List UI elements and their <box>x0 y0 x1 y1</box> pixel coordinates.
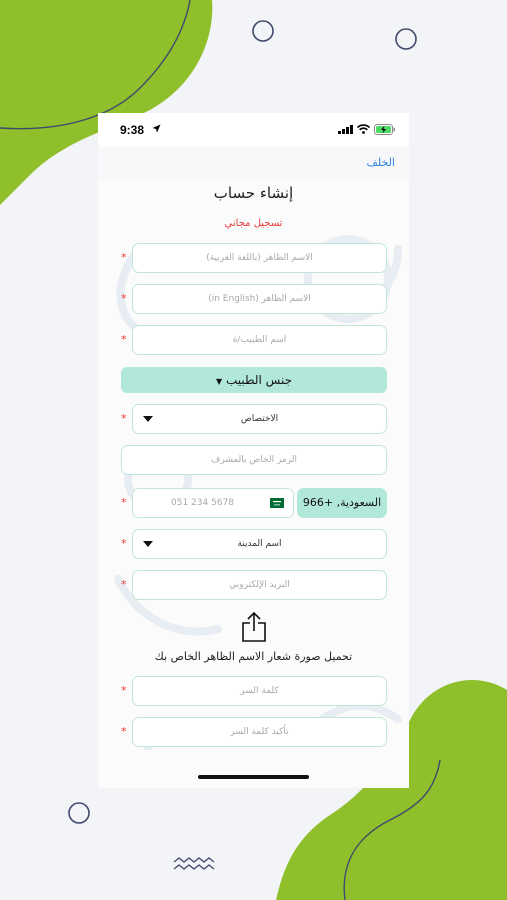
dropdown-caret-icon <box>143 541 153 547</box>
battery-charging-icon <box>374 124 396 135</box>
doctor-name-input[interactable]: اسم الطبيب/ة <box>132 325 387 355</box>
required-marker: * <box>121 251 127 264</box>
required-marker: * <box>121 292 127 305</box>
doctor-gender-button[interactable] <box>121 367 387 393</box>
wifi-icon <box>357 124 370 134</box>
required-marker: * <box>121 496 127 509</box>
free-signup-subtitle: تسجيل مجاني <box>224 218 283 229</box>
city-value: اسم المدينة <box>237 539 282 549</box>
home-indicator <box>198 775 309 779</box>
display-name-arabic-input[interactable]: الاسم الظاهر (باللغة العربية) <box>132 243 387 273</box>
status-bar <box>98 113 409 147</box>
required-marker: * <box>121 412 127 425</box>
password-input[interactable]: كلمة السر <box>132 676 387 706</box>
required-marker: * <box>121 578 127 591</box>
keyboard-safe-area <box>98 750 409 788</box>
signup-form <box>98 179 409 788</box>
specialty-value: الاختصاص <box>240 414 279 424</box>
phone-number-input[interactable] <box>132 488 294 518</box>
location-arrow-icon <box>152 124 161 133</box>
confirm-password-input[interactable]: تأكيد كلمة السر <box>132 717 387 747</box>
phone-placeholder: 051 234 5678 <box>171 498 234 508</box>
email-input[interactable]: البريد الإلكتروني <box>132 570 387 600</box>
upload-share-icon[interactable] <box>241 611 267 643</box>
dropdown-caret-icon <box>143 416 153 422</box>
nav-bar <box>98 147 409 179</box>
cellular-signal-icon <box>338 125 353 134</box>
gender-label: جنس الطبيب <box>225 373 292 387</box>
display-name-english-input[interactable]: الاسم الظاهر (in English) <box>132 284 387 314</box>
specialty-select[interactable] <box>132 404 387 434</box>
page-title: إنشاء حساب <box>213 184 294 202</box>
saudi-flag-icon <box>270 498 284 508</box>
required-marker: * <box>121 537 127 550</box>
country-code-button[interactable]: السعودية, +966 <box>297 488 387 518</box>
required-marker: * <box>121 725 127 738</box>
city-select[interactable] <box>132 529 387 559</box>
phone-screen <box>98 113 409 788</box>
required-marker: * <box>121 684 127 697</box>
status-time: 9:38 <box>120 123 145 137</box>
chevron-down-icon: ▼ <box>216 377 223 386</box>
supervisor-code-input[interactable]: الرمز الخاص بالمشرف <box>121 445 387 475</box>
required-marker: * <box>121 333 127 346</box>
back-button[interactable]: الخلف <box>366 156 395 169</box>
upload-logo-label: تحميل صورة شعار الاسم الظاهر الخاص بك <box>154 650 353 663</box>
